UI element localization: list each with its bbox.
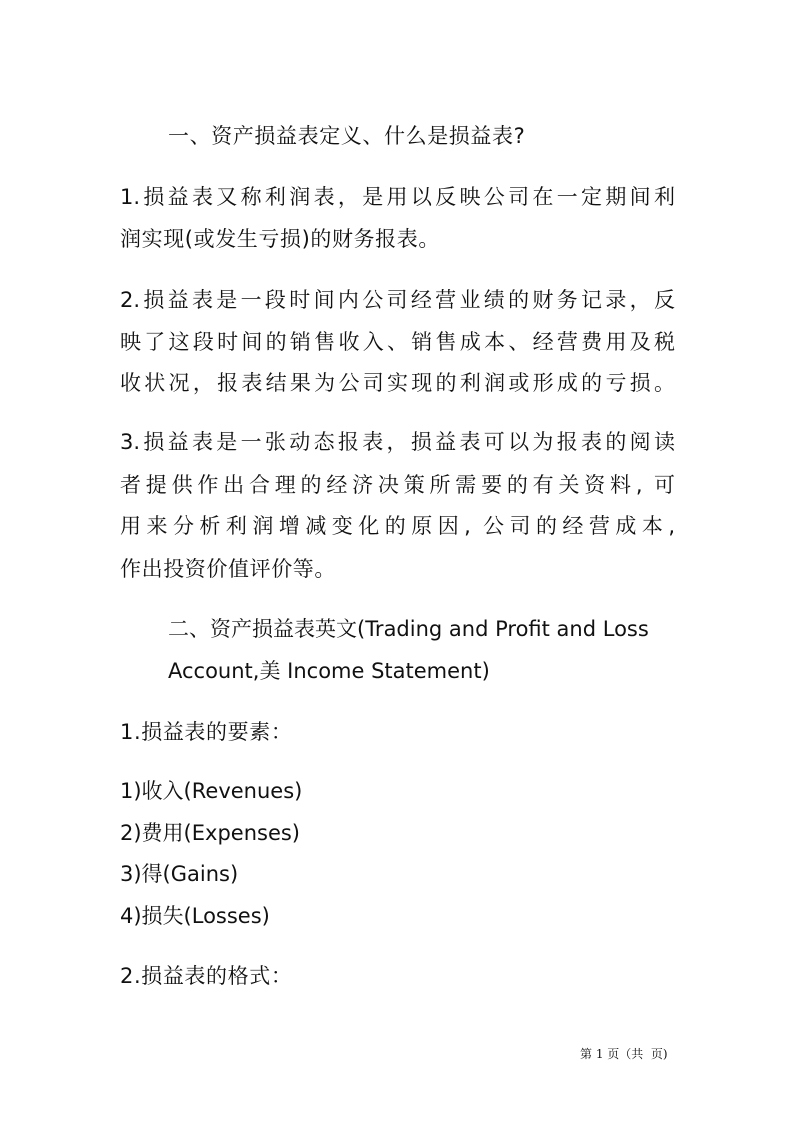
paragraph3-line1: 3.损益表是一张动态报表，损益表可以为报表的阅读: [120, 430, 675, 454]
paragraph2-line3: 收状况，报表结果为公司实现的利润或形成的亏损。: [120, 371, 675, 395]
paragraph3-line3: 用来分析利润增减变化的原因, 公司的经营成本,: [120, 514, 675, 538]
section2-heading-line1: 二、资产损益表英文(Trading and Profit and Loss: [168, 617, 649, 641]
paragraph3-line2: 者提供作出合理的经济决策所需要的有关资料, 可: [120, 473, 675, 497]
element-item-losses: 4)损失(Losses): [120, 904, 270, 928]
element-item-expenses: 2)费用(Expenses): [120, 821, 300, 845]
paragraph2-line1: 2.损益表是一段时间内公司经营业绩的财务记录，反: [120, 288, 675, 312]
section2-heading-line2: Account,美 Income Statement): [168, 659, 490, 683]
format-heading: 2.损益表的格式：: [120, 964, 293, 988]
element-item-gains: 3)得(Gains): [120, 862, 239, 886]
page-footer: 第 1 页（共 页): [580, 1047, 668, 1061]
section1-heading: 一、资产损益表定义、什么是损益表?: [168, 124, 526, 148]
paragraph1-line2: 润实现(或发生亏损)的财务报表。: [120, 227, 440, 251]
paragraph2-line2: 映了这段时间的销售收入、销售成本、经营费用及税: [120, 330, 675, 354]
element-item-revenues: 1)收入(Revenues): [120, 779, 303, 803]
elements-heading: 1.损益表的要素：: [120, 720, 293, 744]
paragraph1-line1: 1.损益表又称利润表，是用以反映公司在一定期间利: [120, 185, 675, 209]
paragraph3-line4: 作出投资价值评价等。: [120, 557, 336, 581]
